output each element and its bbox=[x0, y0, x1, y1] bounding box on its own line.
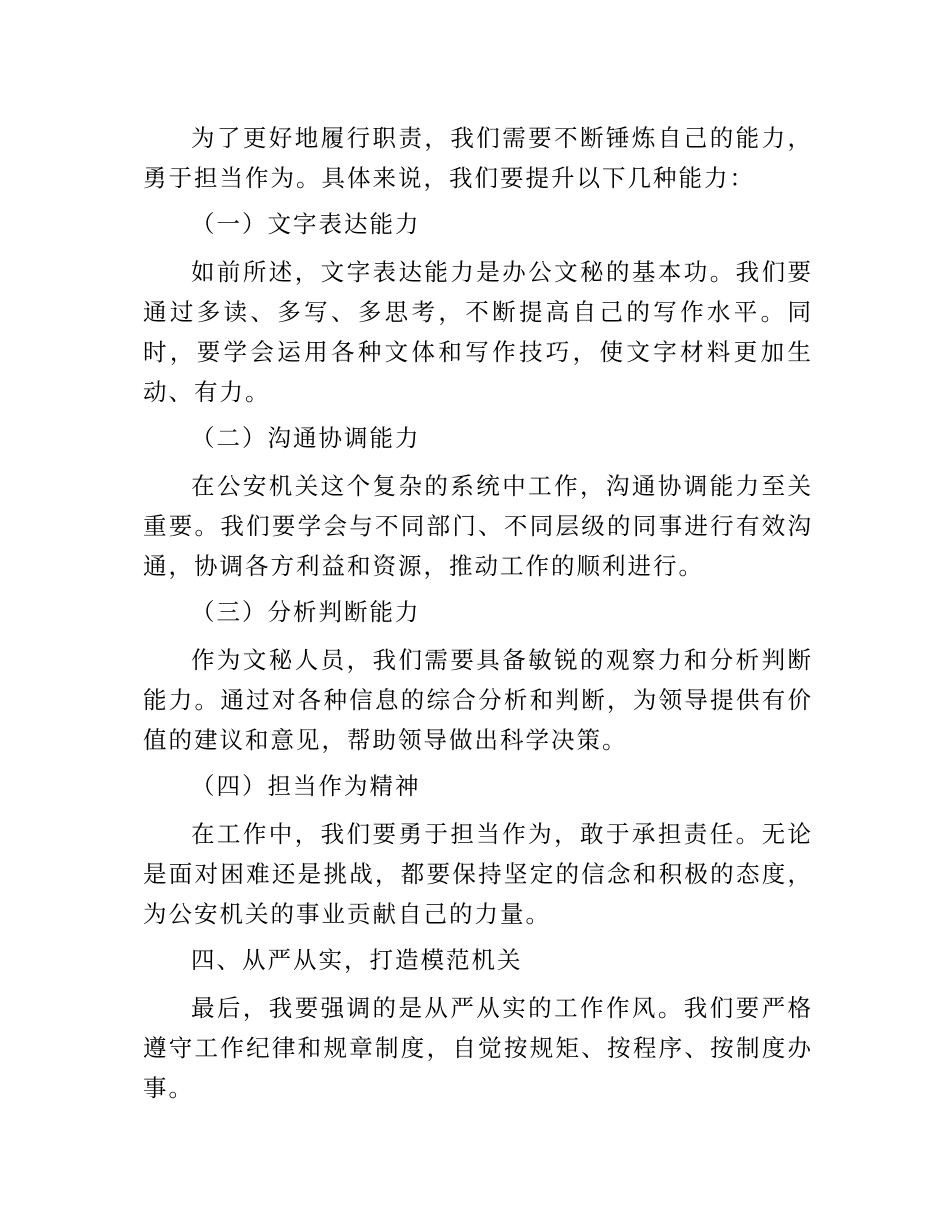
paragraph-writing-ability: 如前所述，文字表达能力是办公文秘的基本功。我们要通过多读、多写、多思考，不断提高自己的写作水平。同时，要学会运用各种文体和写作技巧，使文字材料更加生动、有力。 bbox=[143, 258, 813, 406]
heading-responsibility-spirit: （四）担当作为精神 bbox=[191, 772, 421, 800]
paragraph-responsibility-spirit: 在工作中，我们要勇于担当作为，敢于承担责任。无论是面对困难还是挑战，都要保持坚定的信念和积极的态度，为公安机关的事业贡献自己的力量。 bbox=[143, 820, 813, 928]
heading-section-four: 四、从严从实，打造模范机关 bbox=[191, 946, 523, 974]
paragraph-intro: 为了更好地履行职责，我们需要不断锤炼自己的能力，勇于担当作为。具体来说，我们要提升以下几种能力： bbox=[143, 124, 813, 192]
heading-analysis-ability: （三）分析判断能力 bbox=[191, 598, 421, 626]
paragraph-communication-ability: 在公安机关这个复杂的系统中工作，沟通协调能力至关重要。我们要学会与不同部门、不同层级的同事进行有效沟通，协调各方利益和资源，推动工作的顺利进行。 bbox=[143, 472, 813, 580]
heading-communication-ability: （二）沟通协调能力 bbox=[191, 424, 421, 452]
document-body bbox=[143, 118, 813, 1114]
paragraph-section-four: 最后，我要强调的是从严从实的工作作风。我们要严格遵守工作纪律和规章制度，自觉按规矩、按程序、按制度办事。 bbox=[143, 994, 813, 1102]
paragraph-analysis-ability: 作为文秘人员，我们需要具备敏锐的观察力和分析判断能力。通过对各种信息的综合分析和判断，为领导提供有价值的建议和意见，帮助领导做出科学决策。 bbox=[143, 646, 813, 754]
heading-writing-ability: （一）文字表达能力 bbox=[191, 210, 421, 238]
